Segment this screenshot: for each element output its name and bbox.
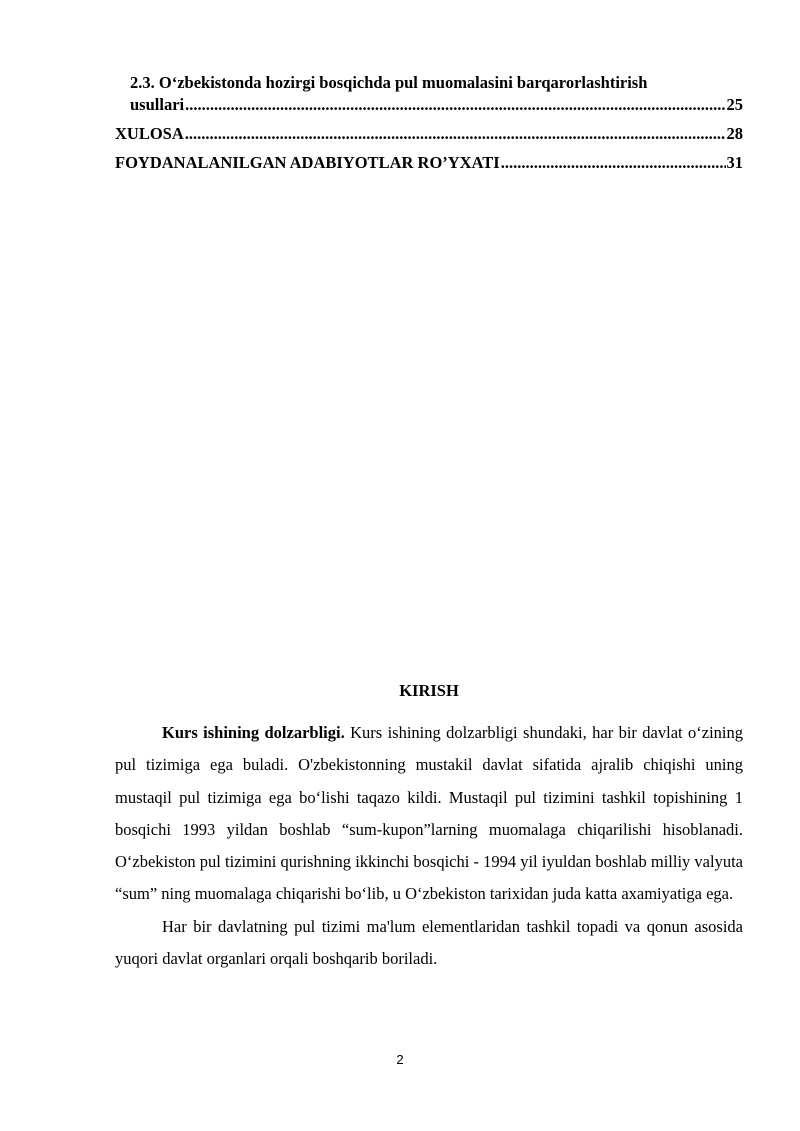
paragraph bbox=[115, 717, 743, 911]
paragraph-lead: Kurs ishining dolzarbligi. bbox=[162, 723, 345, 742]
section-body bbox=[115, 717, 743, 975]
toc-entry-title-line1: 2.3. O‘zbekistonda hozirgi bosqichda pul muomalasini barqarorlashtirish bbox=[130, 73, 648, 92]
toc-entry-page: 31 bbox=[726, 153, 743, 172]
toc-entry-title: FOYDANALANILGAN ADABIYOTLAR RO’YXATI bbox=[115, 153, 500, 172]
paragraph-text: Har bir davlatning pul tizimi ma'lum elementlaridan tashkil topadi va qonun asosida yuqori davlat organlari orqali boshqarib boriladi. bbox=[115, 916, 743, 969]
toc-entry-title-line2: usullari bbox=[130, 95, 185, 114]
toc-entry-adabiyotlar[interactable] bbox=[115, 152, 743, 174]
paragraph bbox=[115, 911, 743, 976]
toc-dot-leader bbox=[185, 123, 726, 145]
toc-entry-xulosa[interactable] bbox=[115, 123, 743, 145]
toc-entry-page: 28 bbox=[726, 124, 743, 143]
toc-entry-title: XULOSA bbox=[115, 124, 184, 143]
section-heading: KIRISH bbox=[399, 681, 459, 700]
toc-entry-page: 25 bbox=[726, 95, 743, 114]
toc-dot-leader bbox=[501, 152, 726, 174]
toc-entry-2-3[interactable] bbox=[115, 72, 743, 116]
toc-dot-leader bbox=[185, 94, 725, 116]
table-of-contents bbox=[115, 72, 743, 181]
paragraph-text: Kurs ishining dolzarbligi shundaki, har bir davlat o‘zining pul tizimiga ega buladi. O'zbekistonning mustakil davlat sifatida ajralib chiqishi uning mustaqil pul tizimiga ega bo‘lishi taqazo kildi. Mustaqil pul tizimini tashkil topishining 1 bosqichi 1993 yildan boshlab “sum-kupon”larning muomalaga chiqarilishi hisoblanadi. O‘zbekiston pul tizimini qurishning ikkinchi bosqichi - 1994 yil iyuldan boshlab milliy valyuta “sum” ning muomalaga chiqarishi bo‘lib, u O‘zbekiston tarixidan juda katta axamiyatiga ega. bbox=[115, 723, 744, 904]
page-number: 2 bbox=[396, 1052, 404, 1067]
